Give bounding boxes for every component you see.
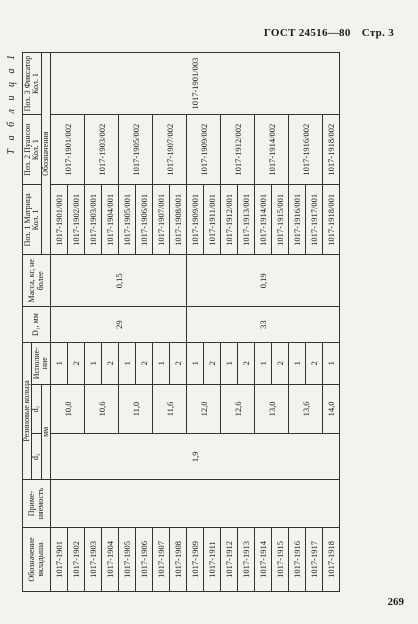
pos1-value: 1017-1913/001: [238, 185, 255, 255]
pos2-value: 1017-1903/002: [85, 115, 119, 185]
unit-mm: мм: [41, 384, 50, 480]
row-code: 1017-1914: [255, 527, 272, 591]
pos1-value: 1017-1908/001: [170, 185, 187, 255]
d1-value: 13,0: [255, 384, 289, 434]
version-value: 2: [204, 342, 221, 384]
version-value: 2: [272, 342, 289, 384]
table-caption: Т а б л и ц а 1: [6, 52, 17, 155]
pos1-value: 1017-1918/001: [323, 185, 340, 255]
table-row: [51, 53, 68, 592]
col-pos3: Поз. 3 Фиксатор Кол. 1: [23, 53, 42, 115]
version-value: 1: [187, 342, 204, 384]
col-rubber-rings: Резиновые кольца: [23, 342, 32, 479]
specification-table: [22, 52, 340, 592]
d1-value: 10,0: [51, 384, 85, 434]
pos1-value: 1017-1916/001: [289, 185, 306, 255]
d1-value: 12,0: [187, 384, 221, 434]
D1-value: 33: [187, 307, 340, 343]
pos2-value: 1017-1912/002: [221, 115, 255, 185]
col-designation: Обозначение вкладыша: [23, 527, 51, 591]
row-code: 1017-1917: [306, 527, 323, 591]
col-pos2: Поз. 2 Пуансон Кол. 1: [23, 115, 42, 185]
applicability-cell: [51, 480, 340, 528]
version-value: 1: [119, 342, 136, 384]
rotated-table-container: [6, 52, 401, 592]
pos1-value: 1017-1903/001: [85, 185, 102, 255]
row-code: 1017-1907: [153, 527, 170, 591]
version-value: 2: [238, 342, 255, 384]
d1-value: 12,6: [221, 384, 255, 434]
row-code: 1017-1908: [170, 527, 187, 591]
mass-value: 0,19: [187, 255, 340, 307]
pos1-value: 1017-1906/001: [136, 185, 153, 255]
d1-value: 14,0: [323, 384, 340, 434]
row-code: 1017-1912: [221, 527, 238, 591]
version-value: 2: [68, 342, 85, 384]
d2-value: 1,9: [51, 434, 340, 480]
page-number: 269: [387, 596, 404, 608]
version-value: 2: [102, 342, 119, 384]
row-code: 1017-1904: [102, 527, 119, 591]
row-code: 1017-1911: [204, 527, 221, 591]
pos1-value: 1017-1911/001: [204, 185, 221, 255]
pos1-value: 1017-1909/001: [187, 185, 204, 255]
d1-value: 11,6: [153, 384, 187, 434]
row-code: 1017-1903: [85, 527, 102, 591]
pos1-value: 1017-1904/001: [102, 185, 119, 255]
version-value: 1: [255, 342, 272, 384]
row-code: 1017-1905: [119, 527, 136, 591]
pos2-value: 1017-1914/002: [255, 115, 289, 185]
pos2-value: 1017-1901/002: [51, 115, 85, 185]
col-pos1: Поз. 1 Матрица Кол. 1: [23, 185, 42, 255]
pos1-value: 1017-1917/001: [306, 185, 323, 255]
version-value: 1: [323, 342, 340, 384]
gost-number: ГОСТ 24516—80: [263, 27, 351, 39]
version-value: 1: [221, 342, 238, 384]
col-mass: Масса, кг, не более: [23, 255, 51, 307]
pos2-value: 1017-1916/002: [289, 115, 323, 185]
row-code: 1017-1916: [289, 527, 306, 591]
D1-value: 29: [51, 307, 187, 343]
col-version: Исполне-ние: [32, 342, 51, 384]
row-code: 1017-1901: [51, 527, 68, 591]
pos1-value: 1017-1915/001: [272, 185, 289, 255]
mass-value: 0,15: [51, 255, 187, 307]
pos1-value: 1017-1914/001: [255, 185, 272, 255]
d1-value: 11,0: [119, 384, 153, 434]
pos1-value: 1017-1907/001: [153, 185, 170, 255]
row-code: 1017-1906: [136, 527, 153, 591]
pos3-value: 1017-1901/003: [51, 53, 340, 115]
col-d2: d₂: [32, 434, 41, 480]
pos1-value: 1017-1912/001: [221, 185, 238, 255]
version-value: 1: [289, 342, 306, 384]
pos2-value: 1017-1918/002: [323, 115, 340, 185]
row-code: 1017-1902: [68, 527, 85, 591]
row-code: 1017-1918: [323, 527, 340, 591]
version-value: 1: [153, 342, 170, 384]
version-value: 1: [51, 342, 68, 384]
col-D1: D₁, мм: [23, 307, 51, 343]
pos1-value: 1017-1901/001: [51, 185, 68, 255]
version-value: 2: [136, 342, 153, 384]
d1-value: 10,6: [85, 384, 119, 434]
pos2-value: 1017-1905/002: [119, 115, 153, 185]
pos1-value: 1017-1902/001: [68, 185, 85, 255]
col-applicability: Приме-няемость: [23, 480, 51, 528]
pos2-value: 1017-1909/002: [187, 115, 221, 185]
page-label: Стр. 3: [361, 27, 394, 39]
pos1-value: 1017-1905/001: [119, 185, 136, 255]
version-value: 2: [170, 342, 187, 384]
d1-value: 13,6: [289, 384, 323, 434]
row-code: 1017-1913: [238, 527, 255, 591]
pos2-value: 1017-1907/002: [153, 115, 187, 185]
row-code: 1017-1909: [187, 527, 204, 591]
version-value: 2: [306, 342, 323, 384]
col-d1: d₁: [32, 384, 41, 434]
designation-subheader: Обозначения: [41, 53, 50, 255]
page-header: [256, 27, 394, 39]
row-code: 1017-1915: [272, 527, 289, 591]
version-value: 1: [85, 342, 102, 384]
